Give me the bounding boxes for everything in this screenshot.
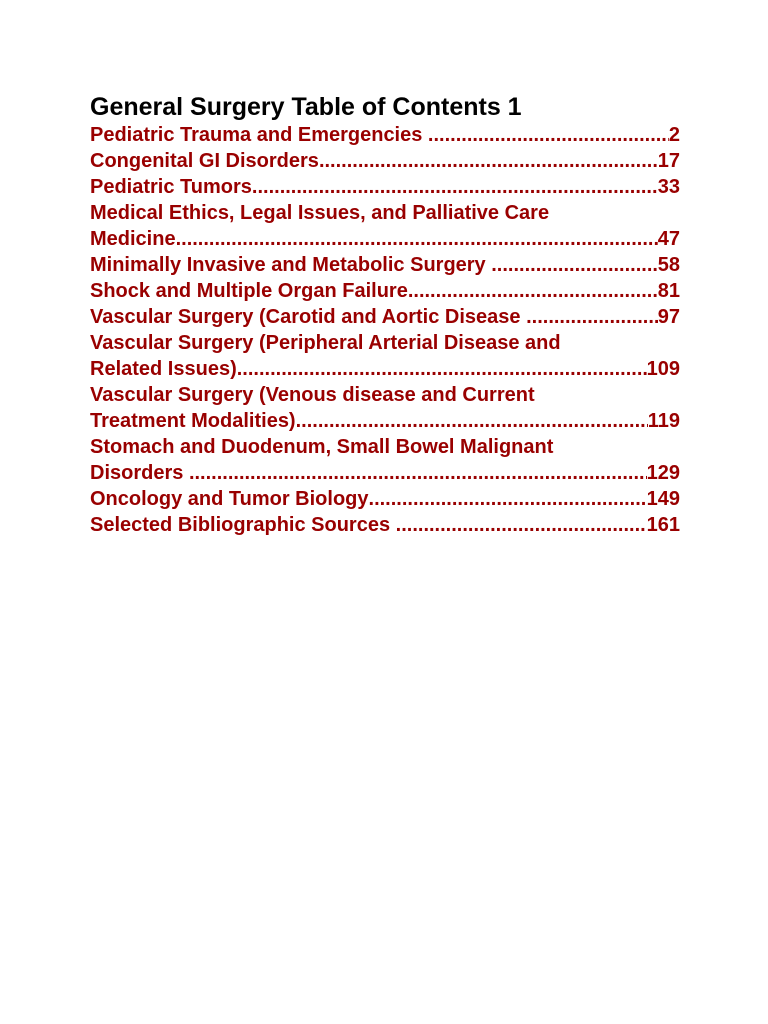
dot-leader xyxy=(176,226,658,252)
toc-page-number: 33 xyxy=(657,176,680,198)
toc-entry-line xyxy=(90,304,680,330)
toc-list-item xyxy=(90,512,680,538)
toc-entry-title: Selected Bibliographic Sources xyxy=(90,514,396,536)
dot-leader xyxy=(491,252,658,278)
toc-entry-title: Related Issues) xyxy=(90,358,237,380)
toc-entry-title-line: Medical Ethics, Legal Issues, and Palliative Care xyxy=(90,202,550,224)
toc-entry-title: Minimally Invasive and Metabolic Surgery xyxy=(90,254,492,276)
document-page xyxy=(90,92,680,538)
toc-entry-link[interactable] xyxy=(90,486,680,512)
toc-entry-title: Vascular Surgery (Carotid and Aortic Disease xyxy=(90,306,527,328)
page-title: General Surgery Table of Contents 1 xyxy=(90,93,522,121)
toc-list-item xyxy=(90,252,680,278)
toc-entry-title: Congenital GI Disorders xyxy=(90,150,319,172)
toc-entry-line xyxy=(90,460,680,486)
toc-entry-title-line: Stomach and Duodenum, Small Bowel Malignant xyxy=(90,436,554,458)
toc-list-item xyxy=(90,174,680,200)
toc-list-item xyxy=(90,200,680,252)
dot-leader xyxy=(319,148,658,174)
toc-entry-line xyxy=(90,252,680,278)
toc-page-number: 97 xyxy=(657,306,680,328)
toc-entry-title: Pediatric Trauma and Emergencies xyxy=(90,124,428,146)
toc-entry-line xyxy=(90,486,680,512)
toc-entry-line xyxy=(90,122,680,148)
toc-entry-line xyxy=(90,408,680,434)
toc-entry-line xyxy=(90,174,680,200)
dot-leader xyxy=(252,174,658,200)
toc-list-item xyxy=(90,330,680,382)
toc-entry-title: Medicine xyxy=(90,228,176,250)
toc-entry-link[interactable] xyxy=(90,200,680,252)
toc-page-number: 129 xyxy=(646,462,680,484)
toc-entry-line xyxy=(90,356,680,382)
dot-leader xyxy=(369,486,647,512)
toc-list-item xyxy=(90,382,680,434)
toc-page-number: 149 xyxy=(646,488,680,510)
dot-leader xyxy=(428,122,669,148)
dot-leader xyxy=(526,304,658,330)
toc-entry-link[interactable] xyxy=(90,148,680,174)
toc-entry-title-line: Vascular Surgery (Peripheral Arterial Disease and xyxy=(90,332,561,354)
toc-entry-link[interactable] xyxy=(90,434,680,486)
toc-entry-link[interactable] xyxy=(90,252,680,278)
toc-entry-link[interactable] xyxy=(90,512,680,538)
toc-entry-title: Disorders xyxy=(90,462,189,484)
dot-leader xyxy=(408,278,658,304)
toc-entry-link[interactable] xyxy=(90,382,680,434)
toc-entry-link[interactable] xyxy=(90,278,680,304)
toc-entry-title-line: Vascular Surgery (Venous disease and Current xyxy=(90,384,535,406)
toc-page-number: 109 xyxy=(646,358,680,380)
toc-entry-title: Treatment Modalities) xyxy=(90,410,296,432)
dot-leader xyxy=(296,408,648,434)
toc-page-number: 81 xyxy=(657,280,680,302)
toc-entry-link[interactable] xyxy=(90,174,680,200)
dot-leader xyxy=(396,512,647,538)
toc-page-number: 47 xyxy=(657,228,680,250)
toc-page-number: 58 xyxy=(657,254,680,276)
toc-entry-title: Shock and Multiple Organ Failure xyxy=(90,280,408,302)
toc-entry-link[interactable] xyxy=(90,304,680,330)
toc-list-item xyxy=(90,122,680,148)
toc-entry-line xyxy=(90,148,680,174)
toc-list-item xyxy=(90,148,680,174)
table-of-contents xyxy=(90,122,680,538)
toc-page-number: 119 xyxy=(647,410,680,432)
toc-page-number: 17 xyxy=(657,150,680,172)
toc-list-item xyxy=(90,304,680,330)
dot-leader xyxy=(189,460,647,486)
toc-entry-line xyxy=(90,278,680,304)
toc-entry-title: Pediatric Tumors xyxy=(90,176,252,198)
toc-entry-line xyxy=(90,226,680,252)
toc-entry-link[interactable] xyxy=(90,330,680,382)
toc-entry-link[interactable] xyxy=(90,122,680,148)
toc-list-item xyxy=(90,486,680,512)
toc-list-item xyxy=(90,278,680,304)
dot-leader xyxy=(237,356,647,382)
toc-list-item xyxy=(90,434,680,486)
toc-page-number: 161 xyxy=(646,514,680,536)
toc-entry-line xyxy=(90,512,680,538)
toc-page-number: 2 xyxy=(668,124,680,146)
toc-entry-title: Oncology and Tumor Biology xyxy=(90,488,369,510)
